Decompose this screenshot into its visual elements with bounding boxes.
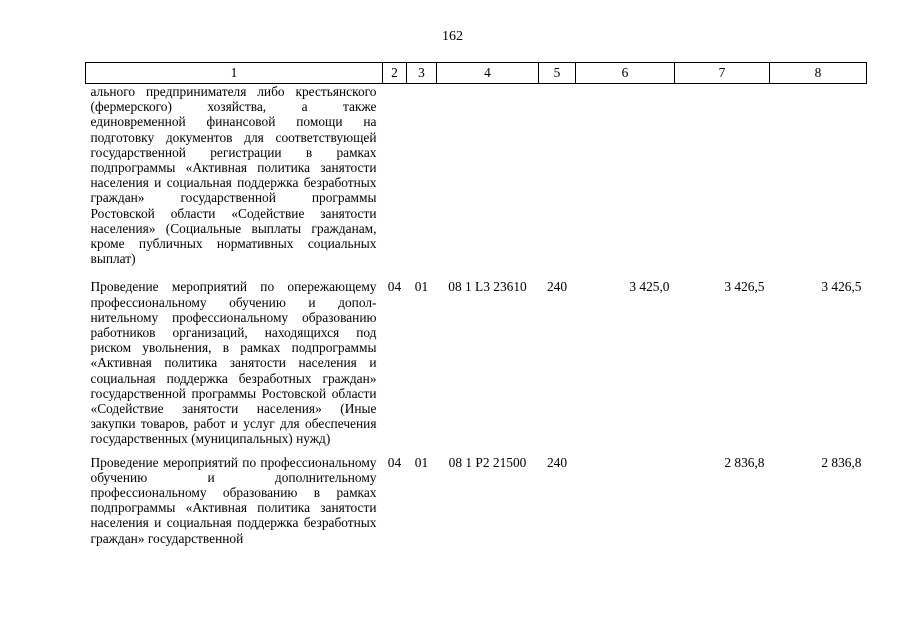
row-csr: 08 1 P2 21500 bbox=[448, 454, 527, 470]
row-amount-year2: 3 426,5 bbox=[724, 279, 765, 295]
page-number: 162 bbox=[442, 29, 463, 44]
row-amount-year1: 3 425,0 bbox=[629, 279, 670, 295]
table-header-row bbox=[86, 63, 867, 84]
row-description: ального предпринимателя либо крестьянского (фермерского) хозяйства, а также единовременной финансовой помощи на подготовку документов для соответствующей государственной регистрации в рамках подпрограммы «Активная политика занятости населения и социальная поддержка безработных граждан» государственной программы Ростовской области «Содействие занятости населения» (Социальные выплаты гражданам, кроме публичных нормативных социальных выплат) bbox=[90, 84, 377, 267]
row-amount-year1 bbox=[576, 455, 675, 554]
row-amount-year1 bbox=[576, 84, 675, 280]
row-amount-year3: 3 426,5 bbox=[821, 279, 862, 295]
table-row bbox=[86, 84, 867, 280]
row-csr: 08 1 L3 23610 bbox=[448, 279, 527, 295]
column-header-4: 4 bbox=[437, 63, 539, 84]
column-header-3: 3 bbox=[407, 63, 437, 84]
row-vr: 240 bbox=[546, 454, 568, 470]
row-rz bbox=[383, 84, 407, 280]
column-header-1: 1 bbox=[86, 63, 383, 84]
row-description: Проведение мероприятий по профессиональному обучению и дополнительному профессиональному образованию в рамках подпрограммы «Активная политика занятости населения и социальная поддержка безработных граждан» государственной bbox=[90, 454, 377, 546]
column-header-5: 5 bbox=[539, 63, 576, 84]
row-vr bbox=[539, 84, 576, 280]
row-rz: 04 bbox=[387, 279, 402, 295]
row-amount-year2: 2 836,8 bbox=[724, 454, 765, 470]
column-header-2: 2 bbox=[383, 63, 407, 84]
column-header-7: 7 bbox=[675, 63, 770, 84]
table-row bbox=[86, 279, 867, 454]
row-amount-year2 bbox=[675, 84, 770, 280]
budget-table bbox=[85, 62, 867, 554]
row-csr bbox=[437, 84, 539, 280]
row-description: Проведение мероприятий по опережающему профессиональному обучению и дополнительному профессиональному образованию работников организаций, находящихся под риском увольнения, в рамках подпрограммы «Активная политика занятости населения и социальная поддержка безработных граждан» государственной программы Ростовской области «Содействие занятости населения» (Иные закупки товаров, работ и услуг для обеспечения государственных (муниципальных) нужд) bbox=[90, 279, 377, 447]
row-pr bbox=[407, 84, 437, 280]
row-vr: 240 bbox=[546, 279, 568, 295]
row-pr: 01 bbox=[414, 454, 429, 470]
column-header-8: 8 bbox=[770, 63, 867, 84]
row-pr: 01 bbox=[414, 279, 429, 295]
row-amount-year3: 2 836,8 bbox=[821, 454, 862, 470]
table-row bbox=[86, 455, 867, 554]
row-rz: 04 bbox=[387, 454, 402, 470]
column-header-6: 6 bbox=[576, 63, 675, 84]
row-amount-year3 bbox=[770, 84, 867, 280]
